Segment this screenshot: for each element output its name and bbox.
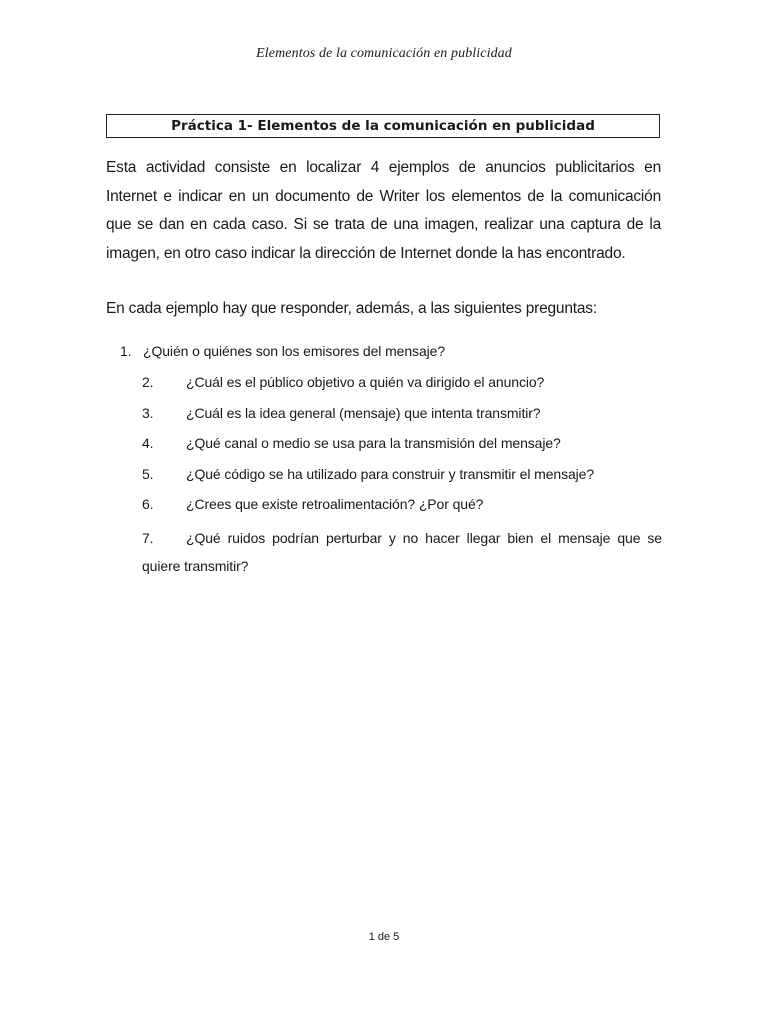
- question-item-7: [142, 524, 662, 580]
- question-number: 3.: [142, 405, 154, 421]
- question-item-1: [120, 340, 445, 362]
- question-text: ¿Cuál es la idea general (mensaje) que intenta transmitir?: [186, 405, 541, 421]
- question-text: ¿Qué canal o medio se usa para la transmisión del mensaje?: [186, 435, 561, 451]
- question-text: ¿Quién o quiénes son los emisores del mensaje?: [143, 343, 446, 359]
- question-item-2: [142, 371, 662, 393]
- question-item-5: [142, 463, 662, 485]
- question-number: 4.: [142, 435, 154, 451]
- running-header: Elementos de la comunicación en publicidad: [256, 46, 512, 61]
- question-number: 6.: [142, 496, 154, 512]
- question-text: ¿Qué código se ha utilizado para construir y transmitir el mensaje?: [186, 466, 595, 482]
- question-text: ¿Cuál es el público objetivo a quién va dirigido el anuncio?: [186, 374, 545, 390]
- question-text: ¿Crees que existe retroalimentación? ¿Por qué?: [186, 496, 484, 512]
- practice-title: Práctica 1- Elementos de la comunicación en publicidad: [106, 114, 660, 138]
- question-text: ¿Qué ruidos podrían perturbar y no hacer llegar bien el mensaje que se quiere transmitir?: [142, 530, 662, 574]
- intro-paragraph: Esta actividad consiste en localizar 4 ejemplos de anuncios publicitarios en Internet e indicar en un documento de Writer los elementos de la comunicación que se dan en cada caso. Si se trata de una imagen, realizar una captura de la imagen, en otro caso indicar la dirección de Internet donde la has encontrado.: [106, 159, 661, 262]
- question-number: 5.: [142, 466, 154, 482]
- question-number: 1.: [120, 343, 132, 359]
- question-number: 7.: [142, 530, 154, 546]
- page-number: 1 de 5: [368, 931, 400, 943]
- question-item-3: [142, 402, 662, 424]
- question-number: 2.: [142, 374, 154, 390]
- question-item-6: [142, 493, 662, 515]
- questions-lead: En cada ejemplo hay que responder, además, a las siguientes preguntas:: [106, 300, 597, 317]
- question-item-4: [142, 432, 662, 454]
